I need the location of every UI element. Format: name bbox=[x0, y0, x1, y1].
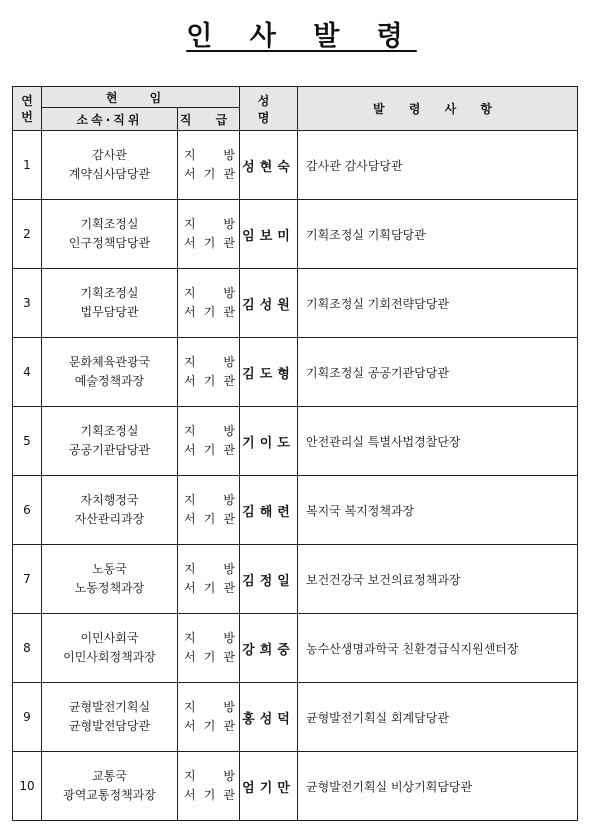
appointment: 복지국 복지정책과장 bbox=[298, 476, 578, 545]
rank bbox=[178, 131, 240, 200]
header-current: 현 임 bbox=[42, 87, 240, 108]
header-rank: 직 급 bbox=[178, 108, 240, 131]
rank-char: 서 bbox=[184, 512, 196, 526]
rank-line-1 bbox=[178, 767, 239, 786]
rank-line-1 bbox=[178, 422, 239, 441]
table-row bbox=[13, 683, 578, 752]
appointment: 기획조정실 기획담당관 bbox=[298, 200, 578, 269]
current-title: 자산관리과장 bbox=[74, 512, 145, 526]
rank bbox=[178, 683, 240, 752]
rank-char: 서 bbox=[184, 305, 196, 319]
rank-line-2 bbox=[178, 648, 239, 667]
personnel-table bbox=[12, 86, 578, 821]
rank-line-1 bbox=[178, 353, 239, 372]
current-title: 균형발전담당관 bbox=[68, 719, 151, 733]
rank-char: 서 bbox=[184, 719, 196, 733]
rank-line-1 bbox=[178, 629, 239, 648]
current-org: 노동국 bbox=[92, 562, 127, 576]
rank bbox=[178, 338, 240, 407]
rank-line-1 bbox=[178, 491, 239, 510]
person-name: 김성원 bbox=[240, 269, 298, 338]
current-org: 감사관 bbox=[92, 148, 127, 162]
person-name: 임보미 bbox=[240, 200, 298, 269]
current-title: 예술정책과장 bbox=[74, 374, 145, 388]
rank bbox=[178, 269, 240, 338]
rank-char: 지 bbox=[184, 562, 196, 576]
current-position bbox=[42, 752, 178, 821]
rank-char: 기 bbox=[203, 443, 216, 457]
rank-char: 서 bbox=[184, 788, 196, 802]
rank-char: 지 bbox=[184, 217, 196, 231]
rank-char: 기 bbox=[203, 236, 216, 250]
rank bbox=[178, 476, 240, 545]
rank bbox=[178, 614, 240, 683]
current-org: 이민사회국 bbox=[80, 631, 139, 645]
person-name: 성현숙 bbox=[240, 131, 298, 200]
current-position bbox=[42, 200, 178, 269]
rank-line-1 bbox=[178, 698, 239, 717]
current-position bbox=[42, 476, 178, 545]
person-name: 엄기만 bbox=[240, 752, 298, 821]
current-position bbox=[42, 614, 178, 683]
rank-char: 방 bbox=[223, 700, 235, 714]
rank-char: 서 bbox=[184, 374, 196, 388]
rank-char: 방 bbox=[223, 148, 235, 162]
rank-char: 기 bbox=[203, 167, 216, 181]
rank-line-1 bbox=[178, 560, 239, 579]
rank-char: 관 bbox=[223, 719, 235, 733]
rank-line-2 bbox=[178, 786, 239, 805]
table-row bbox=[13, 407, 578, 476]
appointment: 균형발전기획실 회계담당관 bbox=[298, 683, 578, 752]
rank-line-2 bbox=[178, 372, 239, 391]
appointment: 균형발전기획실 비상기획담당관 bbox=[298, 752, 578, 821]
person-name: 김해련 bbox=[240, 476, 298, 545]
header-dept-pos: 소속·직위 bbox=[42, 108, 178, 131]
rank-line-1 bbox=[178, 215, 239, 234]
current-title: 인구정책담당관 bbox=[68, 236, 151, 250]
current-org: 교통국 bbox=[92, 769, 127, 783]
rank-char: 관 bbox=[223, 167, 235, 181]
rank-line-2 bbox=[178, 441, 239, 460]
rank-char: 관 bbox=[223, 650, 235, 664]
rank-line-1 bbox=[178, 284, 239, 303]
rank-char: 관 bbox=[223, 788, 235, 802]
appointment: 기획조정실 기회전략담당관 bbox=[298, 269, 578, 338]
appointment: 기획조정실 공공기관담당관 bbox=[298, 338, 578, 407]
rank-char: 지 bbox=[184, 424, 196, 438]
row-number: 7 bbox=[13, 545, 42, 614]
current-position bbox=[42, 683, 178, 752]
rank-line-2 bbox=[178, 579, 239, 598]
rank-char: 지 bbox=[184, 700, 196, 714]
row-number: 1 bbox=[13, 131, 42, 200]
rank-char: 지 bbox=[184, 493, 196, 507]
rank-char: 방 bbox=[223, 562, 235, 576]
table-row bbox=[13, 131, 578, 200]
row-number: 3 bbox=[13, 269, 42, 338]
rank-char: 방 bbox=[223, 493, 235, 507]
rank-char: 관 bbox=[223, 374, 235, 388]
rank-char: 서 bbox=[184, 650, 196, 664]
rank-char: 관 bbox=[223, 512, 235, 526]
rank-char: 지 bbox=[184, 286, 196, 300]
table-row bbox=[13, 752, 578, 821]
rank-char: 지 bbox=[184, 355, 196, 369]
header-name: 성 명 bbox=[240, 87, 298, 131]
rank-char: 관 bbox=[223, 236, 235, 250]
rank-char: 관 bbox=[223, 581, 235, 595]
current-position bbox=[42, 407, 178, 476]
person-name: 강희중 bbox=[240, 614, 298, 683]
current-org: 기획조정실 bbox=[80, 217, 139, 231]
rank-line-2 bbox=[178, 510, 239, 529]
table-row bbox=[13, 545, 578, 614]
rank-char: 기 bbox=[203, 788, 216, 802]
rank-line-1 bbox=[178, 146, 239, 165]
rank bbox=[178, 200, 240, 269]
person-name: 기이도 bbox=[240, 407, 298, 476]
rank-char: 기 bbox=[203, 581, 216, 595]
rank-char: 서 bbox=[184, 167, 196, 181]
rank-char: 서 bbox=[184, 443, 196, 457]
rank-char: 기 bbox=[203, 650, 216, 664]
rank-char: 서 bbox=[184, 236, 196, 250]
person-name: 홍성덕 bbox=[240, 683, 298, 752]
rank-char: 방 bbox=[223, 217, 235, 231]
row-number: 9 bbox=[13, 683, 42, 752]
rank-line-2 bbox=[178, 165, 239, 184]
current-position bbox=[42, 269, 178, 338]
current-title: 계약심사담당관 bbox=[68, 167, 151, 181]
rank-char: 관 bbox=[223, 443, 235, 457]
rank-char: 기 bbox=[203, 374, 216, 388]
rank-char: 방 bbox=[223, 424, 235, 438]
rank-char: 기 bbox=[203, 305, 216, 319]
appointment: 감사관 감사담당관 bbox=[298, 131, 578, 200]
appointment: 농수산생명과학국 친환경급식지원센터장 bbox=[298, 614, 578, 683]
rank-char: 기 bbox=[203, 719, 216, 733]
person-name: 김정일 bbox=[240, 545, 298, 614]
current-position bbox=[42, 338, 178, 407]
current-title: 공공기관담당관 bbox=[68, 443, 151, 457]
table-row bbox=[13, 338, 578, 407]
current-org: 균형발전기획실 bbox=[68, 700, 151, 714]
current-title: 노동정책과장 bbox=[74, 581, 145, 595]
rank-line-2 bbox=[178, 303, 239, 322]
current-title: 광역교통정책과장 bbox=[63, 788, 156, 802]
table-row bbox=[13, 614, 578, 683]
rank bbox=[178, 752, 240, 821]
row-number: 4 bbox=[13, 338, 42, 407]
row-number: 6 bbox=[13, 476, 42, 545]
rank-char: 방 bbox=[223, 769, 235, 783]
rank-char: 방 bbox=[223, 355, 235, 369]
current-position bbox=[42, 545, 178, 614]
rank-line-2 bbox=[178, 234, 239, 253]
person-name: 김도형 bbox=[240, 338, 298, 407]
rank-line-2 bbox=[178, 717, 239, 736]
header-appointment: 발 령 사 항 bbox=[298, 87, 578, 131]
header-no bbox=[13, 87, 42, 131]
current-org: 기획조정실 bbox=[80, 286, 139, 300]
table-row bbox=[13, 269, 578, 338]
rank-char: 서 bbox=[184, 581, 196, 595]
current-position bbox=[42, 131, 178, 200]
rank-char: 지 bbox=[184, 148, 196, 162]
appointment: 안전관리실 특별사법경찰단장 bbox=[298, 407, 578, 476]
rank-char: 방 bbox=[223, 286, 235, 300]
table-row bbox=[13, 476, 578, 545]
current-org: 자치행정국 bbox=[80, 493, 139, 507]
header-no-label: 연번 bbox=[21, 93, 33, 124]
rank-char: 지 bbox=[184, 631, 196, 645]
rank-char: 지 bbox=[184, 769, 196, 783]
row-number: 10 bbox=[13, 752, 42, 821]
current-title: 법무담당관 bbox=[80, 305, 139, 319]
table-row bbox=[13, 200, 578, 269]
row-number: 5 bbox=[13, 407, 42, 476]
document-title: 인 사 발 령 bbox=[186, 21, 417, 52]
current-title: 이민사회정책과장 bbox=[63, 650, 156, 664]
current-org: 문화체육관광국 bbox=[68, 355, 151, 369]
rank-char: 관 bbox=[223, 305, 235, 319]
rank-char: 기 bbox=[203, 512, 216, 526]
row-number: 8 bbox=[13, 614, 42, 683]
row-number: 2 bbox=[13, 200, 42, 269]
current-org: 기획조정실 bbox=[80, 424, 139, 438]
rank-char: 방 bbox=[223, 631, 235, 645]
rank bbox=[178, 407, 240, 476]
appointment: 보건건강국 보건의료정책과장 bbox=[298, 545, 578, 614]
rank bbox=[178, 545, 240, 614]
